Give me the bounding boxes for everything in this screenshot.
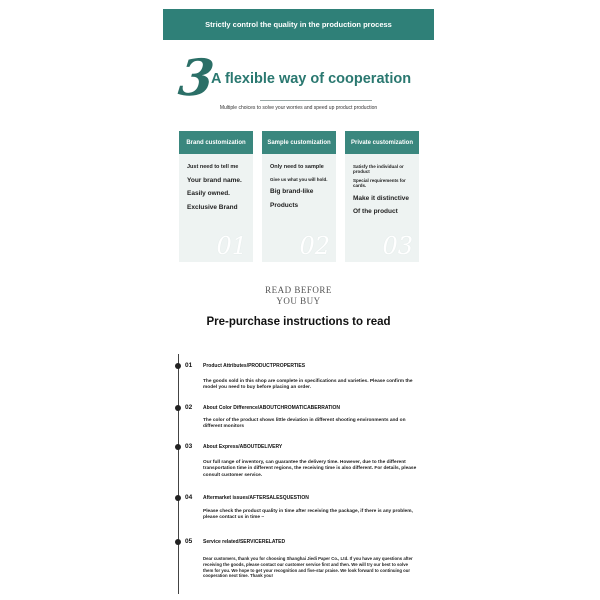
product-detail-page — [163, 9, 434, 594]
card-line: Easily owned. — [187, 190, 230, 198]
item-title: About Express/ABOUTDELIVERY — [203, 444, 283, 450]
card-line: Only need to sample — [270, 164, 324, 170]
section-title: A flexible way of cooperation — [211, 71, 412, 87]
card-index: 02 — [299, 232, 330, 260]
item-title: About Color Difference/ABOUTCHROMATICABERRATION — [203, 405, 341, 411]
card-line: Exclusive Brand — [187, 204, 238, 212]
item-number: 01 — [185, 362, 193, 369]
item-description: The goods sold in this shop are complete in specifications and varieties. Please confirm the model you need to buy before placing an order. — [203, 379, 413, 391]
bullet-dot — [175, 363, 181, 369]
card-header: Private customization — [345, 131, 419, 154]
quality-banner — [163, 9, 434, 40]
read-before-heading — [163, 285, 434, 308]
card-line: Just need to tell me — [187, 164, 239, 170]
card-header: Brand customization — [179, 131, 253, 154]
card-line: Give us what you will hold. — [270, 176, 328, 182]
item-number: 02 — [185, 404, 193, 411]
card-index: 01 — [216, 232, 247, 260]
card-private-customization — [345, 131, 419, 262]
card-line: Of the product — [353, 208, 398, 216]
item-title: Aftermarket issues/AFTERSALESQUESTION — [203, 495, 309, 501]
read-before-line2: YOU BUY — [276, 296, 321, 307]
title-divider — [260, 100, 372, 101]
section-subtitle: Multiple choices to solve your worries and speed up product production — [219, 105, 378, 111]
bullet-dot — [175, 444, 181, 450]
item-number: 03 — [185, 443, 193, 450]
card-index: 03 — [382, 232, 413, 260]
timeline-line — [178, 354, 179, 594]
bullet-dot — [175, 539, 181, 545]
card-line: Your brand name. — [187, 176, 242, 184]
card-line: Products — [270, 201, 299, 209]
item-description: The color of the product shows little deviation in different shooting environments and on different monitors — [203, 418, 406, 430]
instructions-title: Pre-purchase instructions to read — [206, 316, 391, 328]
item-number: 04 — [185, 494, 193, 501]
item-description: Dear customers, thank you for choosing Shanghai Jiedi Paper Co., Ltd. If you have any questions after receiving the goods, please contact our customer service first and then. We will try our best to solve them for you. We hope to get your recognition and five-star praise. We look forward to continuing our cooperation next time. Thank you! — [203, 556, 413, 579]
banner-text: Strictly control the quality in the production process — [205, 20, 392, 29]
item-number: 05 — [185, 538, 193, 545]
customization-cards — [179, 131, 419, 262]
bullet-dot — [175, 495, 181, 501]
item-title: Product Attributes/PRODUCTPROPERTIES — [203, 363, 306, 369]
card-header: Sample customization — [262, 131, 336, 154]
item-description: Our full range of inventory, can guarantee the delivery time. However, due to the different transportation time in different regions, the receiving time is also different. For details, please consult customer service. — [203, 460, 417, 478]
card-line: Satisfy the individual or product — [353, 164, 404, 175]
item-title: Service related/SERVICERELATED — [203, 539, 286, 545]
card-line: Special requirements for cards. — [353, 177, 406, 189]
card-line: Make it distinctive — [353, 194, 409, 202]
card-line: Big brand-like — [270, 187, 314, 195]
bullet-dot — [175, 405, 181, 411]
card-sample-customization — [262, 131, 336, 262]
read-before-line1: READ BEFORE — [265, 285, 332, 295]
item-description: Please check the product quality in time after receiving the package, if there is any problem, please contact us in time ~ — [203, 509, 413, 521]
card-brand-customization — [179, 131, 253, 262]
section-number: 3 — [175, 48, 217, 107]
